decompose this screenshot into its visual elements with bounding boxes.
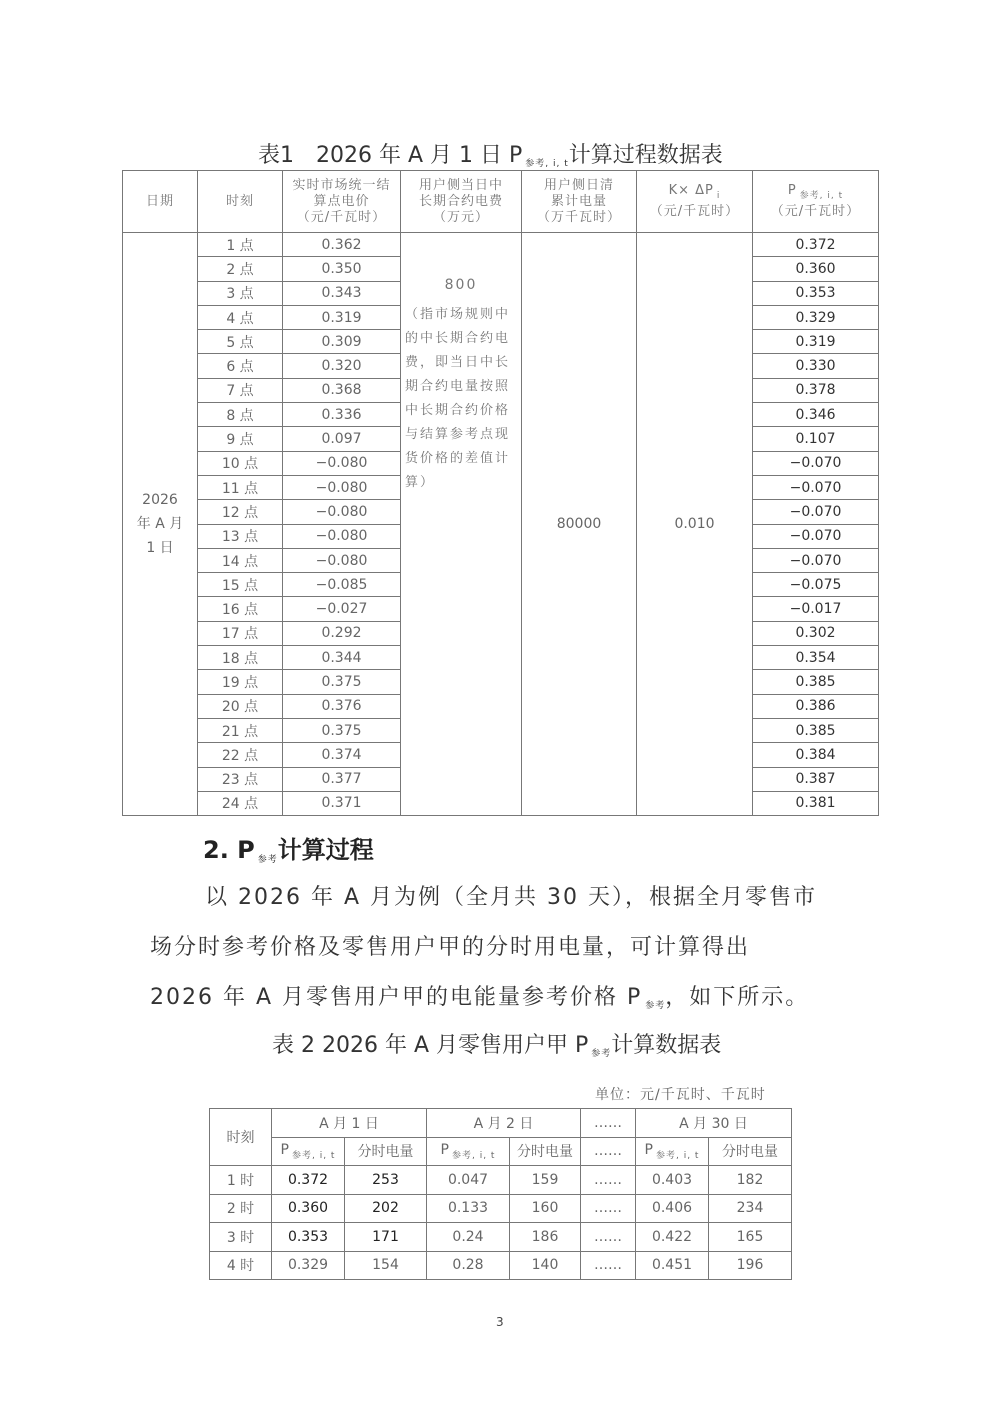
time-cell: 23 点 (198, 767, 283, 791)
time-cell: 3 点 (198, 281, 283, 305)
header-energy-line2: 累计电量 (550, 193, 607, 209)
t2-sub-p-main: P (280, 1141, 289, 1158)
t2-day1-energy-cell: 253 (345, 1166, 427, 1195)
paragraph-line-3-suffix: ，如下所示。 (665, 985, 810, 1010)
t2-day30-energy-cell: 165 (709, 1223, 792, 1252)
time-cell: 18 点 (198, 646, 283, 670)
header-pref-main: P (787, 183, 797, 198)
header-rt-price-line1: 实时市场统一结 (292, 177, 391, 193)
t2-header-day-2: A 月 2 日 (427, 1109, 581, 1138)
paragraph-line-3-prefix: 2026 年 A 月零售用户甲的电能量参考价格 P (150, 985, 643, 1010)
header-pref-sub: 参考, i, t (799, 191, 844, 201)
table2-row (210, 1194, 792, 1223)
time-cell: 20 点 (198, 694, 283, 718)
rt-price-cell: 0.319 (283, 305, 401, 329)
header-pref (753, 171, 879, 233)
table1-caption-subscript: 参考, i, t (525, 159, 569, 169)
header-contract-fee-unit: （万元） (432, 209, 489, 225)
time-cell: 13 点 (198, 524, 283, 548)
t2-day30-p-cell: 0.422 (636, 1223, 709, 1252)
t2-sub-energy-day-1: 分时电量 (345, 1137, 427, 1166)
t2-ellipsis-cell: …… (581, 1166, 636, 1195)
t2-sub-energy-day-30: 分时电量 (709, 1137, 792, 1166)
t2-sub-p-day-30 (636, 1137, 709, 1166)
time-cell: 16 点 (198, 597, 283, 621)
time-cell: 1 点 (198, 233, 283, 257)
rt-price-cell: 0.350 (283, 257, 401, 281)
t2-time-cell: 4 时 (210, 1251, 272, 1280)
header-pref-unit: （元/千瓦时） (770, 204, 861, 219)
table1-header-row (123, 171, 879, 233)
rt-price-cell: 0.377 (283, 767, 401, 791)
pref-cell: −0.070 (753, 548, 879, 572)
rt-price-cell: 0.097 (283, 427, 401, 451)
header-rt-price (283, 171, 401, 233)
t2-time-cell: 1 时 (210, 1166, 272, 1195)
paragraph-line-1: 以 2026 年 A 月为例（全月共 30 天），根据全月零售市 (205, 885, 817, 910)
table2-caption-suffix: 计算数据表 (611, 1033, 722, 1058)
time-cell: 22 点 (198, 743, 283, 767)
pref-cell: 0.107 (753, 427, 879, 451)
header-contract-fee-line1: 用户侧当日中 (418, 177, 503, 193)
table2 (209, 1108, 792, 1280)
rt-price-cell: 0.309 (283, 330, 401, 354)
header-contract-fee (401, 171, 522, 233)
rt-price-cell: 0.374 (283, 743, 401, 767)
time-cell: 17 点 (198, 621, 283, 645)
pref-cell: −0.017 (753, 597, 879, 621)
pref-cell: 0.329 (753, 305, 879, 329)
contract-fee-cell (401, 233, 522, 816)
table2-header-row-2 (210, 1137, 792, 1166)
rt-price-cell: 0.320 (283, 354, 401, 378)
time-cell: 12 点 (198, 500, 283, 524)
pref-cell: 0.360 (753, 257, 879, 281)
pref-cell: 0.372 (753, 233, 879, 257)
header-k-delta-unit: （元/千瓦时） (649, 204, 740, 219)
time-cell: 9 点 (198, 427, 283, 451)
t2-sub-p-sub: 参考, i, t (291, 1150, 336, 1161)
table2-header-row-1 (210, 1109, 792, 1138)
pref-cell: −0.075 (753, 573, 879, 597)
time-cell: 14 点 (198, 548, 283, 572)
header-energy-line1: 用户侧日清 (543, 177, 614, 193)
time-cell: 2 点 (198, 257, 283, 281)
section-heading (203, 830, 374, 865)
pref-cell: 0.385 (753, 670, 879, 694)
t2-time-cell: 2 时 (210, 1194, 272, 1223)
pref-cell: 0.384 (753, 743, 879, 767)
t2-ellipsis-cell: …… (581, 1251, 636, 1280)
t2-day2-energy-cell: 140 (510, 1251, 581, 1280)
t2-sub-p-day-1 (272, 1137, 345, 1166)
rt-price-cell: 0.376 (283, 694, 401, 718)
table1-caption-suffix: 计算过程数据表 (568, 143, 723, 168)
header-k-delta-main: K× ΔP (668, 183, 714, 198)
time-cell: 15 点 (198, 573, 283, 597)
t2-day30-energy-cell: 182 (709, 1166, 792, 1195)
pref-cell: −0.070 (753, 500, 879, 524)
t2-day30-p-cell: 0.451 (636, 1251, 709, 1280)
pref-cell: 0.319 (753, 330, 879, 354)
rt-price-cell: 0.292 (283, 621, 401, 645)
section-heading-suffix: 计算过程 (277, 836, 374, 864)
t2-header-time: 时刻 (210, 1109, 272, 1166)
header-time: 时刻 (198, 171, 283, 233)
header-energy (522, 171, 637, 233)
time-cell: 8 点 (198, 403, 283, 427)
t2-day1-p-cell: 0.329 (272, 1251, 345, 1280)
section-heading-prefix: 2. P (203, 836, 255, 864)
pref-cell: 0.385 (753, 718, 879, 742)
t2-day30-p-cell: 0.403 (636, 1166, 709, 1195)
time-cell: 6 点 (198, 354, 283, 378)
t2-sub-p-day-2 (427, 1137, 510, 1166)
table2-row (210, 1166, 792, 1195)
t2-day2-p-cell: 0.24 (427, 1223, 510, 1252)
rt-price-cell: 0.375 (283, 670, 401, 694)
t2-sub-p-sub: 参考, i, t (451, 1150, 496, 1161)
contract-fee-value: 800 (444, 277, 478, 293)
time-cell: 7 点 (198, 378, 283, 402)
pref-cell: 0.346 (753, 403, 879, 427)
t2-sub-ellipsis: …… (581, 1137, 636, 1166)
t2-header-day-30: A 月 30 日 (636, 1109, 792, 1138)
pref-cell: 0.353 (753, 281, 879, 305)
t2-header-day-1: A 月 1 日 (272, 1109, 427, 1138)
t2-header-ellipsis: …… (581, 1109, 636, 1138)
header-date: 日期 (123, 171, 198, 233)
paragraph-line-2: 场分时参考价格及零售用户甲的分时用电量，可计算得出 (150, 935, 751, 960)
rt-price-cell: −0.080 (283, 500, 401, 524)
t2-ellipsis-cell: …… (581, 1194, 636, 1223)
t2-day1-p-cell: 0.372 (272, 1166, 345, 1195)
pref-cell: −0.070 (753, 475, 879, 499)
table1-caption-prefix: 表1 2026 年 A 月 1 日 P (258, 143, 523, 168)
t2-day2-p-cell: 0.133 (427, 1194, 510, 1223)
t2-time-cell: 3 时 (210, 1223, 272, 1252)
table1-caption (258, 138, 723, 169)
k-delta-cell: 0.010 (637, 233, 753, 816)
time-cell: 21 点 (198, 718, 283, 742)
time-cell: 4 点 (198, 305, 283, 329)
t2-sub-p-main: P (644, 1141, 653, 1158)
pref-cell: 0.387 (753, 767, 879, 791)
rt-price-cell: 0.344 (283, 646, 401, 670)
paragraph-line-3-subscript: 参考 (645, 1001, 666, 1011)
rt-price-cell: 0.371 (283, 791, 401, 815)
time-cell: 24 点 (198, 791, 283, 815)
table2-row (210, 1251, 792, 1280)
pref-cell: 0.302 (753, 621, 879, 645)
t2-day2-energy-cell: 160 (510, 1194, 581, 1223)
table2-caption (272, 1028, 721, 1059)
rt-price-cell: 0.375 (283, 718, 401, 742)
pref-cell: 0.381 (753, 791, 879, 815)
rt-price-cell: −0.080 (283, 524, 401, 548)
t2-day2-p-cell: 0.047 (427, 1166, 510, 1195)
t2-day30-energy-cell: 234 (709, 1194, 792, 1223)
pref-cell: 0.330 (753, 354, 879, 378)
header-k-delta (637, 171, 753, 233)
rt-price-cell: 0.362 (283, 233, 401, 257)
rt-price-cell: −0.085 (283, 573, 401, 597)
rt-price-cell: −0.027 (283, 597, 401, 621)
t2-day2-energy-cell: 159 (510, 1166, 581, 1195)
table2-caption-subscript: 参考 (591, 1049, 612, 1059)
energy-cell: 80000 (522, 233, 637, 816)
t2-ellipsis-cell: …… (581, 1223, 636, 1252)
rt-price-cell: 0.336 (283, 403, 401, 427)
pref-cell: −0.070 (753, 524, 879, 548)
t2-day1-energy-cell: 154 (345, 1251, 427, 1280)
t2-day2-p-cell: 0.28 (427, 1251, 510, 1280)
time-cell: 5 点 (198, 330, 283, 354)
t2-day2-energy-cell: 186 (510, 1223, 581, 1252)
date-cell: 2026 年 A 月 1 日 (123, 233, 198, 816)
t2-day1-energy-cell: 202 (345, 1194, 427, 1223)
table1-row (123, 233, 879, 257)
pref-cell: 0.354 (753, 646, 879, 670)
paragraph-line-3 (150, 980, 809, 1011)
header-rt-price-line2: 算点电价 (313, 193, 370, 209)
pref-cell: −0.070 (753, 451, 879, 475)
t2-day30-energy-cell: 196 (709, 1251, 792, 1280)
table2-caption-prefix: 表 2 2026 年 A 月零售用户甲 P (272, 1033, 589, 1058)
rt-price-cell: 0.368 (283, 378, 401, 402)
t2-day1-p-cell: 0.360 (272, 1194, 345, 1223)
header-energy-unit: （万千瓦时） (536, 209, 621, 225)
t2-sub-p-sub: 参考, i, t (655, 1150, 700, 1161)
t2-day1-energy-cell: 171 (345, 1223, 427, 1252)
rt-price-cell: −0.080 (283, 451, 401, 475)
time-cell: 19 点 (198, 670, 283, 694)
rt-price-cell: −0.080 (283, 475, 401, 499)
header-rt-price-unit: （元/千瓦时） (296, 209, 387, 225)
t2-day1-p-cell: 0.353 (272, 1223, 345, 1252)
pref-cell: 0.386 (753, 694, 879, 718)
t2-sub-energy-day-2: 分时电量 (510, 1137, 581, 1166)
table1 (122, 170, 879, 816)
page-number: 3 (496, 1315, 504, 1329)
time-cell: 10 点 (198, 451, 283, 475)
rt-price-cell: −0.080 (283, 548, 401, 572)
table2-unit-note: 单位：元/千瓦时、千瓦时 (595, 1087, 766, 1103)
pref-cell: 0.378 (753, 378, 879, 402)
time-cell: 11 点 (198, 475, 283, 499)
table2-row (210, 1223, 792, 1252)
t2-sub-p-main: P (440, 1141, 449, 1158)
contract-fee-note: （指市场规则中的中长期合约电费，即当日中长期合约电量按照中长期合约价格与结算参考点现货价格的差值计算） (405, 307, 511, 490)
rt-price-cell: 0.343 (283, 281, 401, 305)
header-contract-fee-line2: 长期合约电费 (418, 193, 503, 209)
section-heading-subscript: 参考 (257, 855, 278, 865)
t2-day30-p-cell: 0.406 (636, 1194, 709, 1223)
header-k-delta-sub: i (716, 191, 721, 201)
